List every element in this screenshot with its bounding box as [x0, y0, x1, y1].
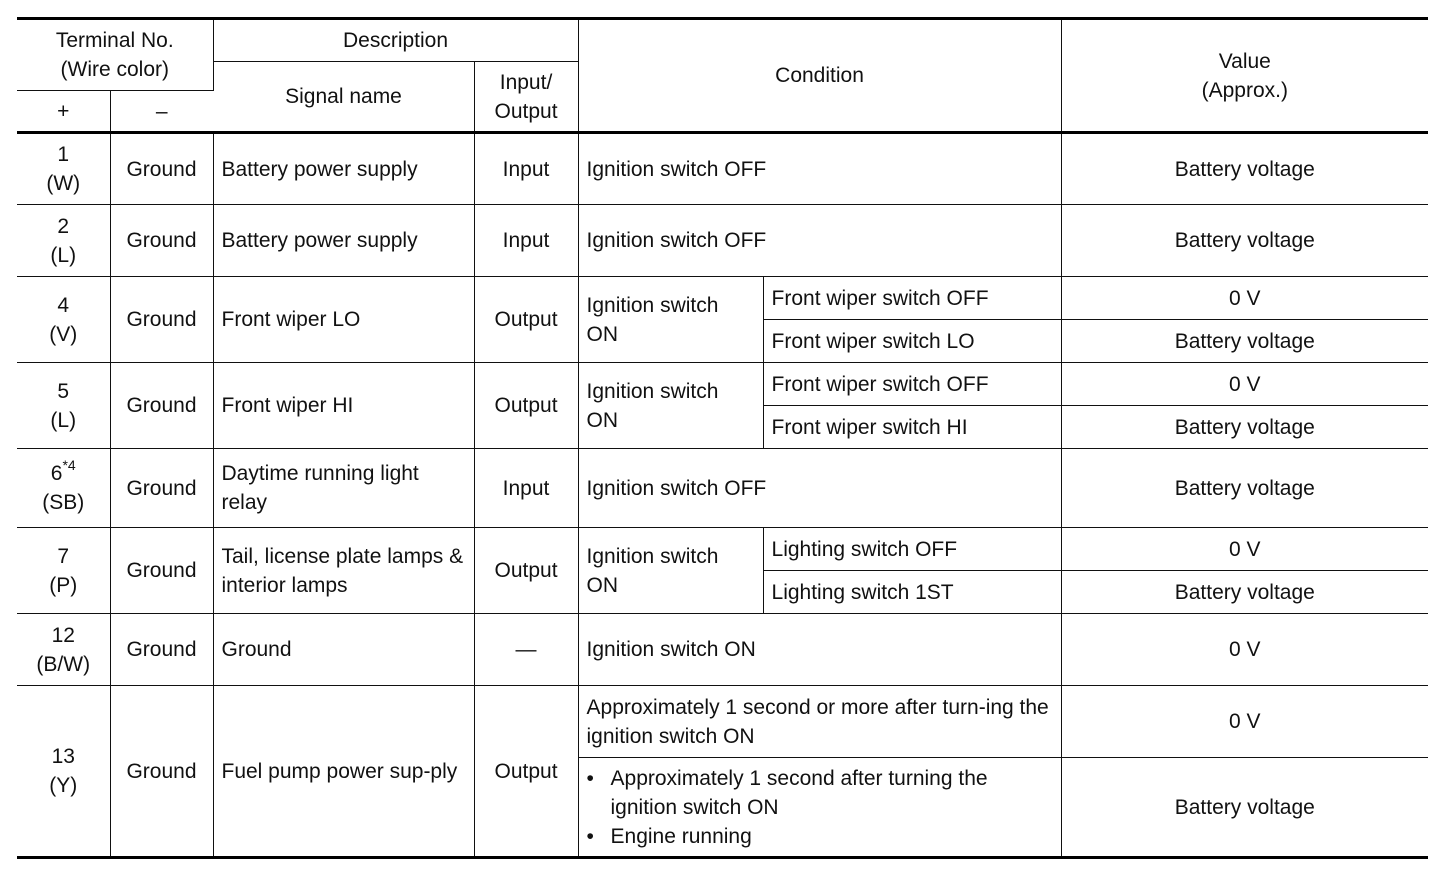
value-cell: Battery voltage [1061, 571, 1428, 614]
signal-cell: Front wiper LO [213, 277, 474, 363]
sub-condition-cell: Front wiper switch LO [763, 320, 1061, 363]
table-row [17, 205, 1428, 277]
ground-cell: Ground [110, 686, 213, 858]
terminal-cell: 4 (V) [17, 277, 110, 363]
signal-cell: Battery power supply [213, 205, 474, 277]
signal-cell: Front wiper HI [213, 363, 474, 449]
sub-condition-cell: Lighting switch 1ST [763, 571, 1061, 614]
terminal-cell: 2 (L) [17, 205, 110, 277]
ground-cell: Ground [110, 614, 213, 686]
value-cell: Battery voltage [1061, 406, 1428, 449]
header-description: Description [213, 19, 578, 62]
value-cell: 0 V [1061, 528, 1428, 571]
value-cell: Battery voltage [1061, 133, 1428, 205]
terminal-cell: 13 (Y) [17, 686, 110, 858]
condition-cell: Ignition switch ON [578, 363, 763, 449]
condition-cell: Ignition switch ON [578, 614, 1061, 686]
table-row [17, 277, 1428, 320]
header-condition: Condition [578, 19, 1061, 133]
header-value: Value (Approx.) [1061, 19, 1428, 133]
header-plus: + [17, 91, 110, 133]
header-signal-name: Signal name [213, 62, 474, 133]
value-cell: Battery voltage [1061, 758, 1428, 858]
ground-cell: Ground [110, 133, 213, 205]
signal-cell: Battery power supply [213, 133, 474, 205]
ground-cell: Ground [110, 363, 213, 449]
io-cell: Input [474, 449, 578, 528]
condition-bullet-list [587, 764, 1053, 851]
table-row [17, 363, 1428, 406]
sub-condition-cell: Lighting switch OFF [763, 528, 1061, 571]
condition-cell: Ignition switch OFF [578, 133, 1061, 205]
footnote-marker: *4 [62, 457, 76, 473]
condition-cell: Ignition switch OFF [578, 449, 1061, 528]
terminal-spec-table [17, 17, 1428, 859]
signal-cell: Daytime running light relay [213, 449, 474, 528]
io-cell: — [474, 614, 578, 686]
io-cell: Output [474, 363, 578, 449]
value-cell: 0 V [1061, 686, 1428, 758]
ground-cell: Ground [110, 528, 213, 614]
table-row [17, 614, 1428, 686]
table-row [17, 528, 1428, 571]
header-input-output: Input/ Output [474, 62, 578, 133]
ground-cell: Ground [110, 277, 213, 363]
terminal-cell: 7 (P) [17, 528, 110, 614]
header-row [17, 19, 1428, 62]
value-cell: 0 V [1061, 363, 1428, 406]
list-item: • Engine running [587, 822, 1053, 851]
signal-cell: Ground [213, 614, 474, 686]
signal-cell: Tail, license plate lamps & interior lamps [213, 528, 474, 614]
condition-cell [578, 758, 1061, 858]
header-terminal-no: Terminal No. (Wire color) [17, 19, 213, 91]
table-row [17, 686, 1428, 758]
terminal-cell: 1 (W) [17, 133, 110, 205]
io-cell: Output [474, 686, 578, 858]
signal-cell: Fuel pump power sup-ply [213, 686, 474, 858]
terminal-cell: 12 (B/W) [17, 614, 110, 686]
value-cell: Battery voltage [1061, 320, 1428, 363]
io-cell: Output [474, 528, 578, 614]
condition-cell: Ignition switch OFF [578, 205, 1061, 277]
value-cell: Battery voltage [1061, 449, 1428, 528]
value-cell: Battery voltage [1061, 205, 1428, 277]
ground-cell: Ground [110, 449, 213, 528]
sub-condition-cell: Front wiper switch HI [763, 406, 1061, 449]
terminal-cell: 5 (L) [17, 363, 110, 449]
io-cell: Input [474, 133, 578, 205]
condition-cell: Ignition switch ON [578, 528, 763, 614]
table-row [17, 449, 1428, 528]
sub-condition-cell: Front wiper switch OFF [763, 277, 1061, 320]
table-row [17, 133, 1428, 205]
io-cell: Input [474, 205, 578, 277]
ground-cell: Ground [110, 205, 213, 277]
terminal-cell: 6$^{*4}$ (SB) [17, 449, 110, 528]
header-minus: – [110, 91, 213, 133]
sub-condition-cell: Front wiper switch OFF [763, 363, 1061, 406]
list-item: • Approximately 1 second after turning the ignition switch ON [587, 764, 1053, 822]
condition-cell: Ignition switch ON [578, 277, 763, 363]
value-cell: 0 V [1061, 614, 1428, 686]
condition-cell: Approximately 1 second or more after turn-ing the ignition switch ON [578, 686, 1061, 758]
io-cell: Output [474, 277, 578, 363]
value-cell: 0 V [1061, 277, 1428, 320]
